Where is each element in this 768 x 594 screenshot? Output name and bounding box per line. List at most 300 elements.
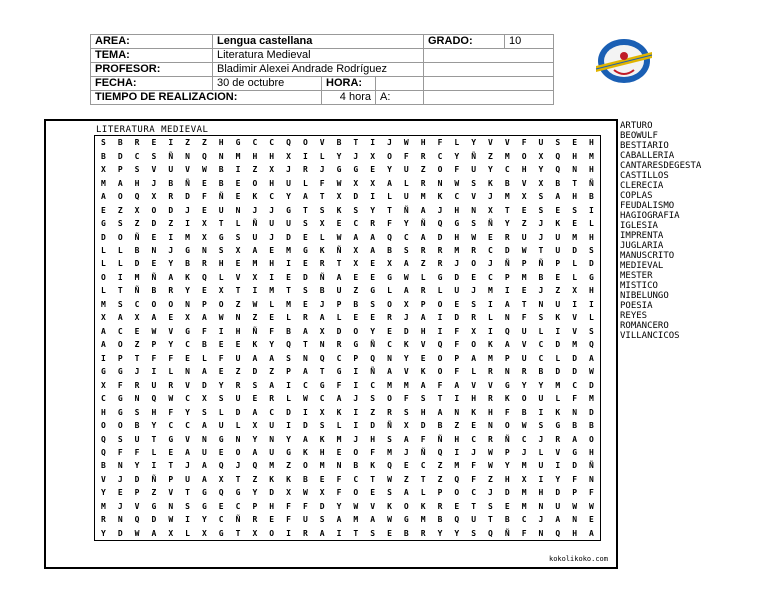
grid-cell: Q [319, 353, 325, 363]
grid-cell: A [336, 515, 342, 525]
grid-cell: L [269, 299, 275, 309]
grid-cell: G [403, 515, 409, 525]
grid-cell: B [589, 192, 594, 202]
grid-cell: E [269, 515, 275, 525]
grid-cell: E [151, 259, 157, 269]
grid-cell: T [521, 299, 527, 309]
grid-cell: B [353, 299, 359, 309]
grid-cell: T [488, 515, 493, 525]
grid-cell: R [488, 367, 493, 377]
grid-cell: X [252, 421, 258, 431]
grid-cell: A [101, 340, 106, 350]
grid-cell: Ñ [252, 326, 258, 336]
grid-cell: M [488, 286, 493, 296]
grid-cell: X [235, 245, 241, 255]
grid-cell: X [471, 326, 477, 336]
grid-cell: S [370, 299, 376, 309]
grid-cell: Ñ [589, 461, 594, 471]
grid-cell: T [302, 340, 308, 350]
grid-cell: N [117, 461, 123, 471]
grid-cell: C [218, 515, 224, 525]
grid-cell: S [319, 515, 325, 525]
grid-cell: K [319, 434, 325, 444]
grid-cell: I [555, 326, 561, 336]
grid-row [95, 352, 601, 365]
grid-cell: R [420, 245, 426, 255]
grid-cell: L [336, 421, 342, 431]
grid-cell: Ñ [420, 448, 426, 458]
grid-cell: W [471, 232, 477, 242]
grid-cell: Z [168, 219, 174, 229]
grid-cell: I [370, 192, 376, 202]
grid-cell: S [387, 488, 392, 498]
grid-cell: X [286, 151, 291, 161]
grid-cell: C [370, 380, 376, 390]
grid-cell: G [218, 528, 224, 538]
grid-cell: W [387, 474, 392, 484]
grid-cell: F [117, 448, 123, 458]
grid-cell: P [151, 340, 157, 350]
grid-cell: V [185, 165, 190, 175]
grid-cell: O [168, 299, 174, 309]
grid-cell: N [185, 299, 190, 309]
grid-row [95, 513, 601, 526]
grid-cell: B [538, 367, 544, 377]
grid-cell: Y [101, 488, 106, 498]
hora-value [376, 77, 424, 91]
grid-cell: R [168, 192, 174, 202]
grid-cell: G [336, 367, 342, 377]
grid-cell: V [319, 138, 325, 148]
grid-cell: X [134, 205, 140, 215]
grid-cell: Y [185, 407, 190, 417]
grid-cell: S [471, 219, 477, 229]
grid-cell: E [454, 501, 460, 511]
grid-cell: O [302, 138, 308, 148]
grid-cell: M [269, 286, 275, 296]
grid-cell: M [286, 299, 291, 309]
grid-cell: L [218, 407, 224, 417]
grid-cell: P [134, 488, 140, 498]
grid-cell: K [286, 474, 291, 484]
grid-cell: X [185, 313, 190, 323]
grid-cell: U [471, 515, 477, 525]
profesor-value: Bladimir Alexei Andrade Rodríguez [213, 63, 424, 77]
grid-cell: L [201, 353, 207, 363]
grid-cell: A [269, 353, 275, 363]
grid-cell: E [269, 313, 275, 323]
grid-row [95, 473, 601, 486]
grid-cell: B [572, 421, 578, 431]
grid-cell: T [302, 205, 308, 215]
grid-cell: I [437, 326, 443, 336]
fecha-label: FECHA: [91, 77, 213, 91]
grid-cell: V [521, 178, 527, 188]
grid-cell: C [353, 474, 359, 484]
grid-cell: M [101, 178, 106, 188]
grid-cell: W [302, 394, 308, 404]
grid-cell: F [319, 178, 325, 188]
grid-cell: V [555, 448, 561, 458]
grid-cell: S [151, 151, 157, 161]
grid-cell: E [555, 205, 561, 215]
grid-cell: L [117, 245, 123, 255]
grid-cell: Y [252, 434, 258, 444]
grid-cell: L [101, 245, 106, 255]
grid-cell: A [555, 515, 561, 525]
grid-cell: O [471, 259, 477, 269]
grid-cell: T [134, 353, 140, 363]
grid-cell: O [117, 232, 123, 242]
grid-cell: E [589, 515, 594, 525]
grid-cell: A [302, 434, 308, 444]
grid-cell: L [420, 272, 426, 282]
grid-cell: Q [437, 340, 443, 350]
grid-cell: V [151, 165, 157, 175]
grid-cell: E [235, 178, 241, 188]
grid-cell: V [504, 138, 510, 148]
grid-cell: N [572, 515, 578, 525]
grid-cell: N [454, 407, 460, 417]
grid-cell: O [437, 299, 443, 309]
grid-cell: E [370, 165, 376, 175]
grid-cell: R [420, 286, 426, 296]
grid-cell: S [589, 326, 594, 336]
grid-cell: M [504, 151, 510, 161]
grid-cell: Z [252, 165, 258, 175]
grid-cell: I [538, 407, 544, 417]
grid-cell: N [168, 501, 174, 511]
grid-cell: C [572, 380, 578, 390]
grid-cell: G [302, 245, 308, 255]
grid-cell: W [168, 515, 174, 525]
grid-cell: P [504, 448, 510, 458]
grid-cell: L [471, 367, 477, 377]
grid-cell: I [538, 474, 544, 484]
grid-cell: Z [437, 474, 443, 484]
grid-cell: E [168, 313, 174, 323]
grid-cell: Ñ [589, 178, 594, 188]
grid-cell: E [151, 138, 157, 148]
grid-cell: Z [488, 151, 493, 161]
grid-cell: R [437, 245, 443, 255]
grid-cell: J [437, 205, 443, 215]
grid-cell: E [370, 272, 376, 282]
grid-cell: L [319, 232, 325, 242]
grid-cell: D [437, 232, 443, 242]
grid-cell: A [201, 421, 207, 431]
grid-cell: Y [134, 461, 140, 471]
grid-cell: O [353, 448, 359, 458]
grid-cell: E [201, 178, 207, 188]
grid-cell: F [420, 434, 426, 444]
grid-row [95, 244, 601, 257]
grid-cell: K [302, 448, 308, 458]
grid-cell: P [504, 353, 510, 363]
grid-cell: J [117, 501, 123, 511]
grid-cell: A [471, 353, 477, 363]
grid-cell: C [437, 151, 443, 161]
grid-cell: Q [454, 474, 460, 484]
grid-cell: A [370, 232, 376, 242]
grid-cell: C [353, 219, 359, 229]
grid-cell: R [235, 380, 241, 390]
grid-cell: S [134, 165, 140, 175]
grid-cell: P [437, 488, 443, 498]
grid-row [95, 486, 601, 499]
grid-cell: U [471, 165, 477, 175]
grid-row [95, 284, 601, 297]
grid-cell: Q [555, 528, 561, 538]
grid-cell: O [471, 340, 477, 350]
grid-cell: I [269, 272, 275, 282]
grid-cell: Y [403, 353, 409, 363]
grid-cell: F [454, 165, 460, 175]
grid-cell: I [286, 421, 291, 431]
grid-cell: C [168, 421, 174, 431]
grid-cell: Ñ [370, 367, 376, 377]
grid-cell: J [538, 286, 544, 296]
grid-cell: F [117, 380, 123, 390]
grid-cell: X [370, 178, 376, 188]
grid-cell: A [168, 272, 174, 282]
grid-cell: Y [336, 501, 342, 511]
grid-cell: E [218, 501, 224, 511]
grid-cell: N [589, 474, 594, 484]
grid-cell: N [269, 434, 275, 444]
grid-cell: V [134, 501, 140, 511]
grid-cell: J [117, 474, 123, 484]
grid-cell: Z [269, 367, 275, 377]
grid-cell: V [488, 380, 493, 390]
grid-cell: U [521, 232, 527, 242]
grid-cell: P [454, 353, 460, 363]
grid-cell: Z [235, 367, 241, 377]
grid-cell: O [302, 461, 308, 471]
grid-cell: D [269, 488, 275, 498]
grid-cell: T [572, 178, 578, 188]
grid-cell: X [319, 407, 325, 417]
grid-cell: G [336, 165, 342, 175]
word-list-item: JUGLARIA [620, 241, 664, 251]
grid-cell: N [185, 367, 190, 377]
grid-cell: W [134, 528, 140, 538]
grid-cell: I [353, 367, 359, 377]
grid-cell: Z [201, 138, 207, 148]
grid-cell: S [302, 219, 308, 229]
grid-cell: E [471, 421, 477, 431]
grid-cell: Y [185, 286, 190, 296]
grid-cell: X [201, 528, 207, 538]
grid-cell: L [454, 138, 460, 148]
grid-cell: X [538, 178, 544, 188]
grid-cell: N [151, 245, 157, 255]
grid-cell: S [218, 394, 224, 404]
grid-cell: A [201, 461, 207, 471]
grid-cell: M [269, 461, 275, 471]
grid-row [95, 459, 601, 472]
grid-cell: U [286, 178, 291, 188]
grid-cell: G [286, 448, 291, 458]
grid-cell: Y [269, 340, 275, 350]
grid-cell: E [353, 272, 359, 282]
grid-cell: W [589, 367, 594, 377]
grid-cell: T [185, 488, 190, 498]
grid-cell: S [101, 138, 106, 148]
grid-cell: Y [454, 151, 460, 161]
grid-cell: L [403, 178, 409, 188]
grid-cell: A [336, 394, 342, 404]
grid-cell: L [168, 367, 174, 377]
grid-cell: J [269, 232, 275, 242]
grid-cell: P [168, 474, 174, 484]
grid-cell: L [218, 272, 224, 282]
grid-cell: C [235, 501, 241, 511]
grid-cell: G [117, 394, 123, 404]
grid-cell: M [521, 272, 527, 282]
grid-cell: D [589, 259, 594, 269]
grid-cell: R [134, 380, 140, 390]
grid-cell: O [151, 299, 157, 309]
grid-cell: Q [370, 353, 376, 363]
grid-cell: N [572, 407, 578, 417]
grid-cell: S [117, 219, 123, 229]
grid-cell: M [521, 461, 527, 471]
grid-cell: L [336, 313, 342, 323]
grid-row [95, 311, 601, 324]
grid-cell: C [521, 515, 527, 525]
grid-cell: D [252, 367, 258, 377]
grid-cell: E [185, 353, 190, 363]
grid-cell: Z [117, 205, 123, 215]
grid-cell: A [420, 205, 426, 215]
grid-cell: C [403, 232, 409, 242]
grid-cell: I [589, 205, 594, 215]
grid-cell: F [471, 474, 477, 484]
grid-cell: R [370, 219, 376, 229]
grid-cell: A [403, 259, 409, 269]
grid-cell: F [572, 474, 578, 484]
grid-cell: Ñ [488, 219, 493, 229]
grid-cell: S [555, 138, 561, 148]
grid-cell: H [420, 138, 426, 148]
grid-cell: C [504, 165, 510, 175]
word-list-item: MISTICO [620, 281, 658, 291]
grid-cell: O [353, 488, 359, 498]
word-list-item: ARTURO [620, 121, 653, 131]
grid-cell: Y [555, 474, 561, 484]
grid-cell: A [252, 245, 258, 255]
grid-cell: L [572, 272, 578, 282]
grid-cell: D [454, 272, 460, 282]
grid-cell: G [572, 448, 578, 458]
grid-cell: J [488, 192, 493, 202]
grid-cell: X [370, 151, 376, 161]
grid-row [95, 271, 601, 284]
grid-cell: T [235, 528, 241, 538]
grid-cell: G [319, 380, 325, 390]
grid-cell: H [218, 259, 224, 269]
grid-cell: A [101, 192, 106, 202]
grid-cell: U [286, 219, 291, 229]
grid-cell: S [302, 286, 308, 296]
grid-cell: X [353, 259, 359, 269]
grid-cell: Y [151, 421, 157, 431]
grid-cell: D [286, 407, 291, 417]
grid-cell: C [471, 488, 477, 498]
grid-cell: G [218, 434, 224, 444]
word-list-item: HAGIOGRAFIA [620, 211, 680, 221]
grid-cell: I [235, 165, 241, 175]
grid-cell: F [336, 474, 342, 484]
grid-cell: M [403, 380, 409, 390]
grid-cell: I [286, 380, 291, 390]
grid-cell: H [572, 151, 578, 161]
grid-cell: R [168, 380, 174, 390]
grid-cell: K [555, 407, 561, 417]
grid-row [95, 500, 601, 513]
grid-cell: S [572, 205, 578, 215]
grid-cell: J [403, 448, 409, 458]
grid-cell: A [101, 326, 106, 336]
grid-cell: C [488, 272, 493, 282]
grid-cell: D [117, 528, 123, 538]
grid-row [95, 419, 601, 432]
word-list-item: REYES [620, 311, 648, 321]
grid-cell: W [302, 488, 308, 498]
grid-cell: C [185, 340, 190, 350]
grid-cell: E [521, 205, 527, 215]
grid-cell: U [555, 245, 561, 255]
grid-cell: N [504, 313, 510, 323]
grid-cell: F [218, 353, 224, 363]
grid-cell: L [101, 259, 106, 269]
grid-cell: Ñ [437, 434, 443, 444]
grid-cell: D [370, 421, 376, 431]
grid-cell: Ñ [218, 192, 224, 202]
grid-cell: F [201, 326, 207, 336]
grid-cell: G [168, 434, 174, 444]
grid-cell: O [353, 326, 359, 336]
grid-cell: G [353, 165, 359, 175]
grid-cell: U [134, 434, 140, 444]
grid-cell: X [319, 219, 325, 229]
grid-cell: Z [134, 219, 140, 229]
word-list-item: BEOWULF [620, 131, 658, 141]
grid-cell: E [201, 205, 207, 215]
grid-cell: X [269, 165, 275, 175]
grid-cell: A [403, 286, 409, 296]
grid-cell: R [168, 286, 174, 296]
grid-row [95, 365, 601, 378]
grid-cell: Ñ [134, 286, 140, 296]
grid-cell: H [454, 232, 460, 242]
grid-cell: E [420, 353, 426, 363]
grid-cell: J [488, 259, 493, 269]
grid-cell: H [235, 326, 241, 336]
grid-cell: C [319, 394, 325, 404]
grid-cell: I [488, 299, 493, 309]
word-list-item: BESTIARIO [620, 141, 669, 151]
grid-cell: D [555, 340, 561, 350]
grid-cell: U [302, 515, 308, 525]
grid-cell: J [538, 434, 544, 444]
grid-cell: S [319, 421, 325, 431]
grid-cell: Q [555, 151, 561, 161]
grid-cell: H [269, 501, 275, 511]
grid-cell: T [235, 286, 241, 296]
grid-cell: I [185, 219, 190, 229]
